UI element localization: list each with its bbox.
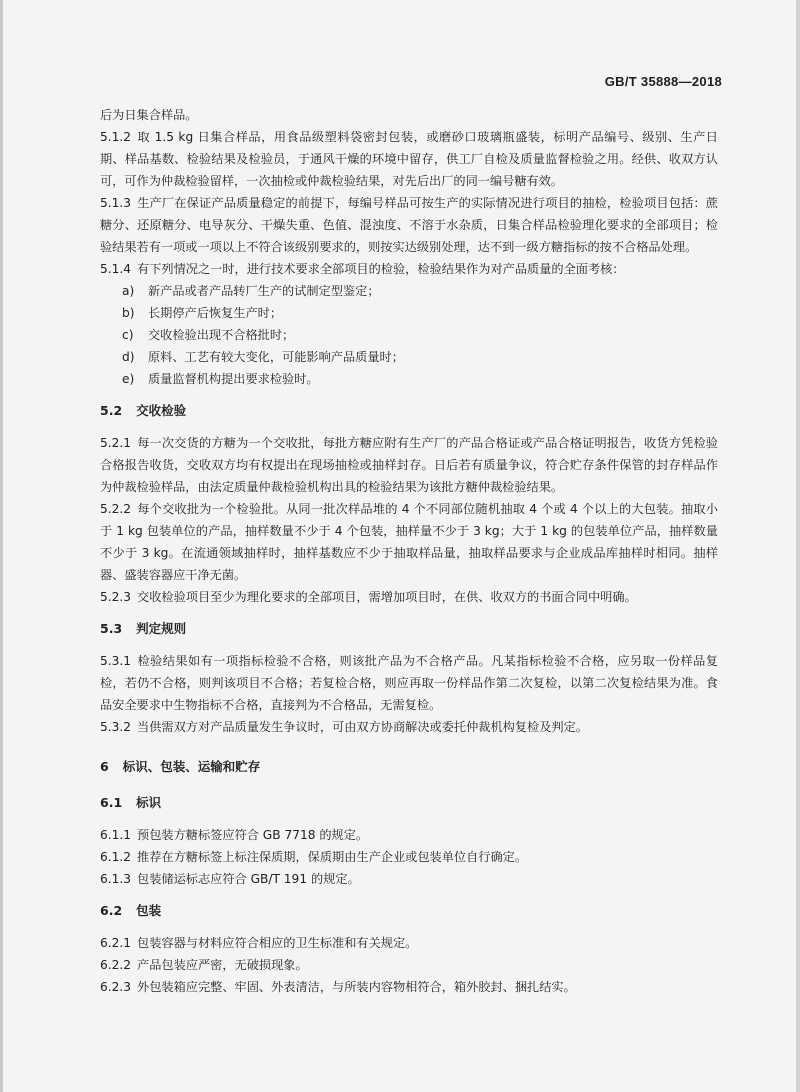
list-text: 长期停产后恢复生产时； bbox=[148, 306, 283, 320]
clause-5-3-2 bbox=[100, 716, 718, 738]
clause-5-3-1 bbox=[100, 650, 718, 716]
clause-text: 产品包装应严密，无破损现象。 bbox=[137, 958, 308, 972]
clause-5-2-1 bbox=[100, 432, 718, 498]
scan-edge-left bbox=[0, 0, 3, 1092]
clause-6-2-1 bbox=[100, 932, 718, 954]
paragraph-continuation: 后为日集合样品。 bbox=[100, 108, 198, 122]
clause-text: 有下列情况之一时，进行技术要求全部项目的检验，检验结果作为对产品质量的全面考核： bbox=[137, 262, 625, 276]
clause-number: 6.2.3 bbox=[100, 980, 132, 994]
section-heading-6-1 bbox=[100, 792, 718, 814]
clause-6-2-2 bbox=[100, 954, 718, 976]
clause-6-1-1 bbox=[100, 824, 718, 846]
clause-text: 检验结果如有一项指标检验不合格，则该批产品为不合格产品。凡某指标检验不合格，应另取一份样品复检，若仍不合格，则判该项目不合格；若复检合格，则应再取一份样品作第二次复检，以第二次复检结果为准。食品安全要求中生物指标不合格，直接判为不合格品，无需复检。 bbox=[100, 654, 718, 712]
clause-text: 生产厂在保证产品质量稳定的前提下，每编号样品可按生产的实际情况进行项目的抽检，检验项目包括：蔗糖分、还原糖分、电导灰分、干燥失重、色值、混浊度、不溶于水杂质，日集合样品检验理化要求的全部项目；检验结果若有一项或一项以上不符合该级别要求的，则按实达级别处理，达不到一级方糖指标的按不合格品处理。 bbox=[100, 196, 718, 254]
clause-number: 5.1.4 bbox=[100, 262, 132, 276]
clause-text: 交收检验项目至少为理化要求的全部项目，需增加项目时，在供、收双方的书面合同中明确。 bbox=[137, 590, 637, 604]
document-body bbox=[100, 104, 718, 998]
clause-5-2-3 bbox=[100, 586, 718, 608]
clause-5-1-3 bbox=[100, 192, 718, 258]
clause-text: 包装储运标志应符合 GB/T 191 的规定。 bbox=[137, 872, 360, 886]
section-number: 6.1 bbox=[100, 795, 123, 810]
section-number: 5.3 bbox=[100, 621, 123, 636]
list-text: 质量监督机构提出要求检验时。 bbox=[148, 372, 319, 386]
clause-text: 预包装方糖标签应符合 GB 7718 的规定。 bbox=[137, 828, 369, 842]
clause-number: 5.2.2 bbox=[100, 502, 132, 516]
section-title: 交收检验 bbox=[136, 403, 187, 418]
clause-text: 包装容器与材料应符合相应的卫生标准和有关规定。 bbox=[137, 936, 418, 950]
list-text: 原料、工艺有较大变化，可能影响产品质量时； bbox=[148, 350, 404, 364]
list-item bbox=[100, 324, 718, 346]
list-item bbox=[100, 280, 718, 302]
section-heading-6-2 bbox=[100, 900, 718, 922]
section-title: 判定规则 bbox=[136, 621, 187, 636]
clause-number: 6.2.2 bbox=[100, 958, 132, 972]
clause-text: 当供需双方对产品质量发生争议时，可由双方协商解决或委托仲裁机构复检及判定。 bbox=[137, 720, 588, 734]
clause-text: 外包装箱应完整、牢固、外表清洁，与所装内容物相符合，箱外胶封、捆扎结实。 bbox=[137, 980, 576, 994]
clause-number: 5.2.1 bbox=[100, 436, 132, 450]
chapter-title: 标识、包装、运输和贮存 bbox=[122, 759, 261, 774]
list-label: c) bbox=[122, 328, 134, 342]
clause-number: 5.2.3 bbox=[100, 590, 132, 604]
clause-text: 每个交收批为一个检验批。从同一批次样品堆的 4 个不同部位随机抽取 4 个或 4 个以上的大包装。抽取小于 1 kg 包装单位的产品，抽样数量不少于 4 个包装，抽样量不少于 3 kg；大于 1 kg 的包装单位产品，抽样数量不少于 3 kg。在流通领域抽样时，抽样基数应不少于抽取样品量，抽取样品要求与企业成品库抽样时相同。抽样器、盛装容器应干净无菌。 bbox=[100, 502, 718, 582]
list-item bbox=[100, 302, 718, 324]
section-title: 包装 bbox=[136, 903, 162, 918]
section-title: 标识 bbox=[136, 795, 162, 810]
chapter-number: 6 bbox=[100, 759, 109, 774]
list-label: e) bbox=[122, 372, 135, 386]
clause-number: 5.1.3 bbox=[100, 196, 132, 210]
clause-text: 每一次交货的方糖为一个交收批，每批方糖应附有生产厂的产品合格证或产品合格证明报告，收货方凭检验合格报告收货，交收双方均有权提出在现场抽检或抽样封存。日后若有质量争议，符合贮存条件保管的封存样品作为仲裁检验样品，由法定质量仲裁检验机构出具的检验结果为该批方糖仲裁检验结果。 bbox=[100, 436, 718, 494]
clause-number: 5.3.1 bbox=[100, 654, 132, 668]
list-label: b) bbox=[122, 306, 135, 320]
clause-number: 5.3.2 bbox=[100, 720, 132, 734]
clause-5-2-2 bbox=[100, 498, 718, 586]
list-text: 新产品或者产品转厂生产的试制定型鉴定； bbox=[148, 284, 380, 298]
clause-6-2-3 bbox=[100, 976, 718, 998]
chapter-heading-6 bbox=[100, 756, 718, 778]
list-text: 交收检验出现不合格批时； bbox=[148, 328, 295, 342]
clause-number: 5.1.2 bbox=[100, 130, 132, 144]
clause-5-1-4 bbox=[100, 258, 718, 280]
clause-text: 推荐在方糖标签上标注保质期，保质期由生产企业或包装单位自行确定。 bbox=[137, 850, 528, 864]
list-label: d) bbox=[122, 350, 135, 364]
clause-6-1-3 bbox=[100, 868, 718, 890]
clause-text: 取 1.5 kg 日集合样品，用食品级塑料袋密封包装，或磨砂口玻璃瓶盛装，标明产品编号、级别、生产日期、样品基数、检验结果及检验员，于通风干燥的环境中留存，供工厂自检及质量监督检验之用。经供、收双方认可，可作为仲裁检验留样，一次抽检或仲裁检验结果，对先后出厂的同一编号糖有效。 bbox=[100, 130, 718, 188]
section-heading-5-2 bbox=[100, 400, 718, 422]
clause-number: 6.1.1 bbox=[100, 828, 132, 842]
clause-number: 6.1.3 bbox=[100, 872, 132, 886]
section-number: 6.2 bbox=[100, 903, 123, 918]
list-item bbox=[100, 346, 718, 368]
clause-5-1-2 bbox=[100, 126, 718, 192]
list-label: a) bbox=[122, 284, 135, 298]
standard-code: GB/T 35888—2018 bbox=[604, 74, 722, 89]
list-item bbox=[100, 368, 718, 390]
clause-number: 6.2.1 bbox=[100, 936, 132, 950]
section-number: 5.2 bbox=[100, 403, 123, 418]
section-heading-5-3 bbox=[100, 618, 718, 640]
scan-edge-right bbox=[796, 0, 800, 1092]
clause-number: 6.1.2 bbox=[100, 850, 132, 864]
clause-6-1-2 bbox=[100, 846, 718, 868]
